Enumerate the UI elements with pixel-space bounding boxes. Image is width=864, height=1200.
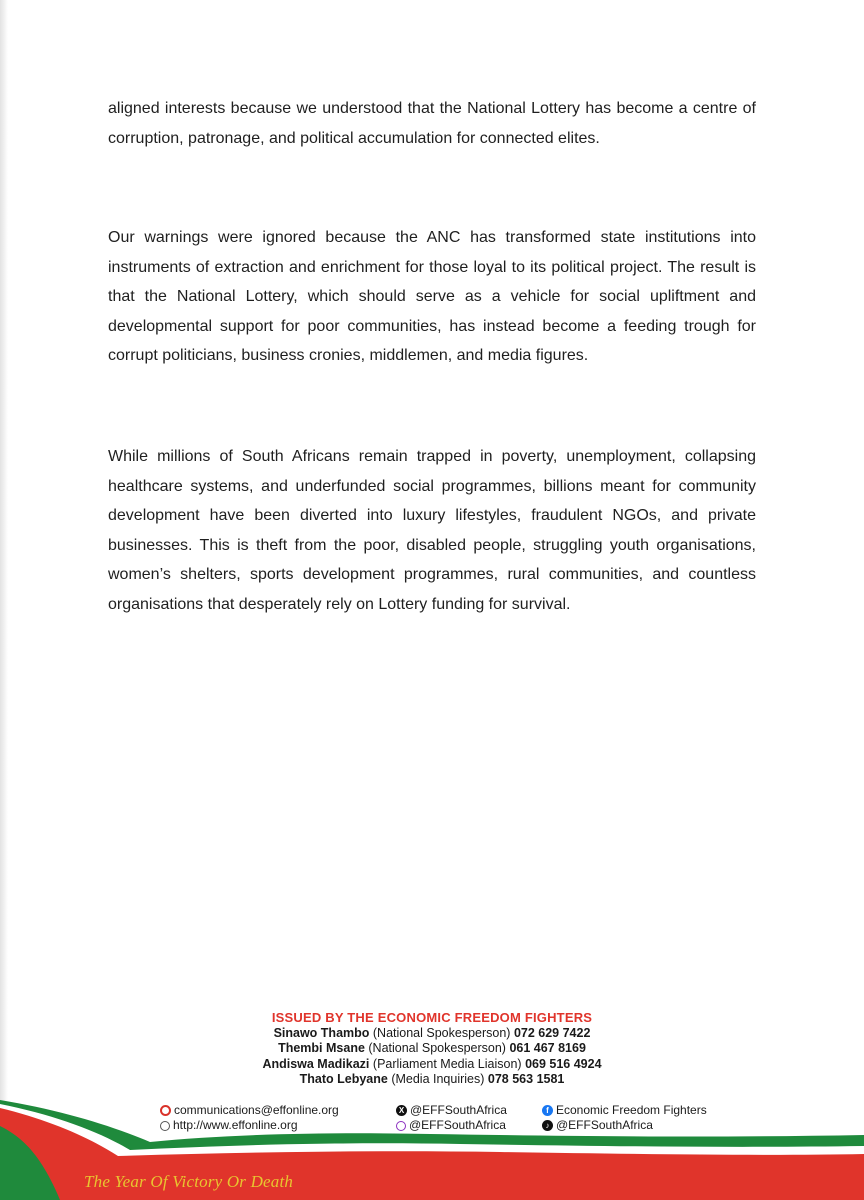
tiktok-handle-text: @EFFSouthAfrica <box>556 1118 653 1132</box>
contact-phone: 061 467 8169 <box>509 1041 586 1056</box>
instagram-icon <box>396 1121 406 1131</box>
contact-phone: 069 516 4924 <box>525 1056 602 1071</box>
tiktok-icon: ♪ <box>542 1120 553 1131</box>
contact-name: Sinawo Thambo <box>273 1026 370 1040</box>
contact-role: (Parliament Media Liaison) <box>372 1056 522 1071</box>
tiktok-link[interactable] <box>542 1118 707 1133</box>
contact-phone: 078 563 1581 <box>487 1071 565 1086</box>
contact-role: (Media Inquiries) <box>391 1071 485 1086</box>
instagram-handle-text: @EFFSouthAfrica <box>409 1118 506 1132</box>
facebook-name-text: Economic Freedom Fighters <box>556 1103 707 1117</box>
contact-name: Thato Lebyane <box>299 1071 388 1086</box>
x-handle-text: @EFFSouthAfrica <box>410 1103 507 1117</box>
issued-by-block <box>0 1010 864 1087</box>
contact-name: Thembi Msane <box>278 1041 365 1056</box>
contact-line <box>0 1026 864 1041</box>
website-text: http://www.effonline.org <box>173 1118 298 1132</box>
issued-by-title: ISSUED BY THE ECONOMIC FREEDOM FIGHTERS <box>271 1010 593 1025</box>
slogan: The Year Of Victory Or Death <box>84 1172 294 1191</box>
contact-line <box>0 1072 864 1087</box>
email-icon <box>160 1105 171 1116</box>
email-text: communications@effonline.org <box>174 1103 339 1117</box>
x-link[interactable] <box>396 1103 507 1118</box>
social-column-facebook-tiktok <box>542 1103 707 1133</box>
instagram-link[interactable] <box>396 1118 507 1133</box>
body-paragraph-1: aligned interests because we understood that the National Lottery has become a centre of corruption, patronage, and political accumulation for connected elites. <box>108 100 756 147</box>
contact-role: (National Spokesperson) <box>372 1026 511 1040</box>
facebook-link[interactable] <box>542 1103 707 1118</box>
social-column-web <box>160 1103 339 1133</box>
social-column-x-instagram <box>396 1103 507 1133</box>
website-link[interactable] <box>160 1118 339 1133</box>
contact-phone: 072 629 7422 <box>513 1026 591 1040</box>
contact-line <box>0 1041 864 1056</box>
email-link[interactable] <box>160 1103 339 1118</box>
contact-line <box>0 1057 864 1072</box>
body-paragraph-2: Our warnings were ignored because the ANC has transformed state institutions into instruments of extraction and enrichment for those loyal to its political project. The result is that the National Lottery, which should serve as a vehicle for social upliftment and developmental support for poor communities, has instead become a feeding trough for corrupt politicians, business cronies, middlemen, and media figures. <box>108 229 756 365</box>
contact-name: Andiswa Madikazi <box>262 1056 370 1071</box>
facebook-icon: f <box>542 1105 553 1116</box>
x-logo-icon: X <box>396 1105 407 1116</box>
globe-icon <box>160 1121 170 1131</box>
contact-role: (National Spokesperson) <box>368 1041 506 1056</box>
body-paragraph-3: While millions of South Africans remain trapped in poverty, unemployment, collapsing healthcare systems, and underfunded social programmes, billions meant for community development have been diverted into luxury lifestyles, fraudulent NGOs, and private businesses. This is theft from the poor, disabled people, struggling youth organisations, women’s shelters, sports development programmes, rural communities, and countless organisations that desperately rely on Lottery funding for survival. <box>108 448 756 613</box>
